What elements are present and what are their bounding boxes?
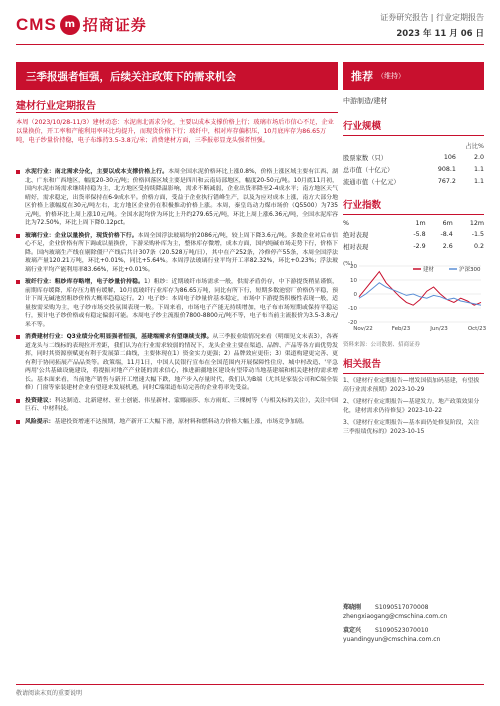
report-meta bbox=[380, 12, 484, 39]
related-reports bbox=[343, 377, 484, 436]
scale-value: 908.1 bbox=[437, 165, 456, 173]
index-row bbox=[343, 240, 484, 252]
analyst-email[interactable]: zhengxiaogang@cmschina.com.cn bbox=[343, 612, 448, 620]
index-value: -8.4 bbox=[440, 230, 453, 238]
x-tick-label: Nov/22 bbox=[353, 326, 373, 332]
scale-table bbox=[343, 139, 484, 187]
y-tick-label: -20 bbox=[348, 320, 357, 326]
body-paragraph bbox=[16, 278, 338, 329]
paragraph-lead: 风险提示： bbox=[25, 418, 55, 425]
bullet-icon bbox=[16, 234, 20, 238]
body-paragraph bbox=[16, 232, 338, 275]
chart-source: 资料来源：公司数据、招商证券 bbox=[343, 342, 421, 348]
bullet-icon bbox=[16, 420, 20, 424]
related-report-link[interactable]: 3、《建材行业定期报告—基本面仍处修复阶段，关注三季报绩优标的》2023-10-15 bbox=[343, 420, 480, 435]
scale-pct: 2.0 bbox=[473, 153, 484, 161]
legend-label: 沪深300 bbox=[459, 267, 481, 273]
report-subtitle: 建材行业定期报告 bbox=[16, 101, 96, 112]
related-report-link[interactable]: 1、《建材行业定期报告—增发国债加码基建，有望拔高行业需求预期》2023-10-29 bbox=[343, 378, 480, 393]
page-header bbox=[0, 0, 500, 48]
index-header-row bbox=[343, 218, 484, 228]
subtitle-divider bbox=[16, 112, 338, 113]
index-header-cell: % bbox=[343, 219, 349, 227]
bullet-icon bbox=[16, 170, 20, 174]
analyst-entry bbox=[343, 627, 484, 644]
summary-text: 本周（2023/10/28-11/3）建材动态：水泥南北需求分化，主要以成本支撑价格上行；玻璃市场后市信心不足，企业以量换价，开工率和产能利用率环比均提升，而现货价格下行；玻纤中，相对库存偏积压，10月底库存为86.65万吨，电子纱量价持稳，电子布维持3.5-3.8元/米；消费建材方面，三季报彰显龙头强者恒强。 bbox=[16, 119, 334, 145]
paragraph-body: 本周全国浮法玻璃均价2086元/吨，较上周下降3.6元/吨。多数企业对后市信心不足，企业价格有所下调或以量换价，下游采购补库为主，整体库存微增，成本方面，国内纯碱市场走势下行，价格下降。国内玻璃生产线在剔除僵尸产线后共计307条（20.528万吨/日），其中在产252条，冷修停产55条，本周全国浮法玻璃产量120.21万吨，环比+0.01%，同比+5.64%。本周浮法玻璃行业平均开工率82.32%，环比+0.23%；浮法玻璃行业平均产能利用率83.66%，环比+0.01%。 bbox=[25, 232, 339, 273]
analyst-email[interactable]: yuandingyun@cmschina.com.cn bbox=[343, 635, 441, 643]
analyst-id: S1090523070010 bbox=[375, 627, 429, 634]
index-heading: 行业指数 bbox=[343, 197, 484, 215]
analyst-name: 郑晓刚 bbox=[343, 604, 362, 611]
body-paragraph bbox=[16, 333, 338, 393]
related-heading: 相关报告 bbox=[343, 356, 484, 374]
index-row bbox=[343, 228, 484, 240]
rating-sub: （维持） bbox=[377, 72, 405, 80]
report-date: 2023 年 11 月 06 日 bbox=[396, 29, 484, 39]
report-category: 证券研究报告 | 行业定期报告 bbox=[380, 13, 484, 22]
scale-pct: 1.1 bbox=[473, 177, 484, 185]
paragraph-body: 1）粗纱：近期玻纤市场需求一般，供需矛盾仍存，中下游提货稍显谨慎，前期库存缓降，库存压力稍有缓解，10月底玻纤行业库存为86.65万吨，同比有所下行，短期多数池窑厂价格仍平稳，预计下周无碱池窑粗纱价格大概率趋稳运行。2）电子纱：本周电子纱量价基本稳定，市场中下游提货积极性表现一般，适量按需采购为主，电子纱市场交投氛围表现一般。下周来看，市场电子产能无持续增加，电子布市场短期或保持平稳运行，预计电子纱价格或有稳定偏弱可能。本周电子纱主流报价7800-8800元/吨不等，电子布当前主流报价为3.5-3.8元/米不等。 bbox=[25, 279, 339, 328]
legend-label: 建材 bbox=[423, 267, 435, 273]
related-report-link[interactable]: 2、《建材行业定期报告—基建发力，地产政策效果分化，建材需求仍待修复》2023-10-22 bbox=[343, 399, 480, 414]
paragraph-lead: 玻璃行业：企业以量换价，现货价格下行。 bbox=[25, 232, 138, 239]
index-label: 绝对表现 bbox=[343, 231, 369, 239]
main-content bbox=[16, 168, 338, 430]
index-label: 相对表现 bbox=[343, 243, 369, 251]
bullet-icon bbox=[16, 335, 20, 339]
scale-row bbox=[343, 151, 484, 163]
index-chart-svg bbox=[343, 258, 487, 338]
company-logo bbox=[16, 14, 147, 35]
index-value: -1.5 bbox=[471, 230, 484, 238]
index-header-cell: 12m bbox=[469, 219, 484, 227]
footer-note: 敬请阅读末页的重要说明 bbox=[16, 690, 83, 697]
y-tick-label: 20 bbox=[350, 264, 357, 270]
logo-mark-icon: m bbox=[60, 15, 80, 35]
paragraph-lead: 投资建议： bbox=[25, 397, 55, 404]
x-tick-label: Feb/23 bbox=[391, 326, 411, 332]
paragraph-lead: 水泥行业：南北需求分化，主要以成本支撑价格上行。 bbox=[25, 169, 169, 175]
scale-row bbox=[343, 163, 484, 175]
paragraph-body: 科达制造、北新建材、亚士创能、伟星新材、蒙娜丽莎、东方雨虹、三棵树等（与相关标的关注），关注中国巨石、中材科技。 bbox=[25, 397, 338, 412]
paragraph-body: 基建投资增速不达预期，地产新开工大幅下滑，原材料和燃料动力价格大幅上涨，市场竞争加剧。 bbox=[54, 418, 308, 425]
y-tick-label: -10 bbox=[348, 306, 357, 312]
logo-cms-text: CMS bbox=[16, 14, 57, 34]
scale-value: 767.2 bbox=[437, 177, 456, 185]
bullet-icon bbox=[16, 280, 20, 284]
logo-cn-text: 招商证券 bbox=[82, 16, 147, 34]
scale-label: 股票家数（只） bbox=[343, 154, 388, 162]
body-paragraph bbox=[16, 397, 338, 414]
analyst-entry bbox=[343, 604, 484, 621]
scale-value: 106 bbox=[443, 153, 456, 161]
x-tick-label: Oct/23 bbox=[467, 326, 487, 332]
header-divider bbox=[16, 44, 484, 45]
scale-pct: 1.1 bbox=[473, 165, 484, 173]
report-title: 三季报强者恒强，后续关注政策下的需求机会 bbox=[16, 62, 338, 90]
index-value: 0.2 bbox=[473, 242, 484, 250]
page-footer bbox=[16, 684, 484, 697]
paragraph-lead: 玻纤行业：粗纱库存略增，电子纱量价持稳。 bbox=[25, 279, 144, 285]
index-header-cell: 1m bbox=[415, 219, 426, 227]
rating-badge bbox=[343, 62, 484, 90]
analyst-info bbox=[343, 604, 484, 650]
bullet-icon bbox=[16, 399, 20, 403]
scale-header: 占比% bbox=[465, 142, 484, 150]
paragraph-body: 本周全国水泥价格环比上涨0.8%，价格上涨区域主要有江西、湖北、广东和广西地区，幅度20-30元/吨；价格回落区域主要是四川和云南局部地区，幅度20-50元/吨。10月底11月初，国内水泥市场需求继续持稳为主，北方地区受持续降温影响，需求不断减弱，企业出货率降至2-4成水平；南方地区天气晴好，需求稳定，出货率保持在6-9成水平。价格方面，受益于企业执行错峰生产，以及为应对成本上涨，南方大部分地区价格上涨幅度在30元/吨左右，北方地区企业仍在积极推动价格上涨。本周，秦皇岛动力煤市场价（Q5500）为735元/吨，价格环比上周上涨10元/吨。全国水泥均价为环比上升约279.65元/吨，环比上周上涨6.36元/吨，全国水泥库容比为72.50%，环比上周下降0.12pct。 bbox=[25, 169, 339, 226]
index-header-cell: 6m bbox=[442, 219, 453, 227]
index-chart bbox=[343, 258, 487, 338]
industry-label: 中游制造/建材 bbox=[343, 97, 388, 105]
paragraph-lead: 消费建材行业：Q3业绩分化明显强者恒强，基建端需求有望继续支撑。 bbox=[25, 334, 213, 340]
index-value: -5.8 bbox=[413, 230, 426, 238]
analyst-id: S1090517070008 bbox=[375, 604, 429, 611]
sidebar bbox=[343, 96, 487, 440]
scale-label: 总市值（十亿元） bbox=[343, 166, 394, 174]
x-tick-label: Jun/23 bbox=[430, 326, 448, 332]
scale-label: 流通市值（十亿元） bbox=[343, 178, 400, 186]
index-value: 2.6 bbox=[442, 242, 453, 250]
y-tick-label: 10 bbox=[350, 278, 357, 284]
index-value: -2.9 bbox=[413, 242, 426, 250]
rating-label: 推荐 bbox=[351, 70, 373, 83]
scale-row bbox=[343, 175, 484, 187]
body-paragraph bbox=[16, 168, 338, 228]
scale-heading: 行业规模 bbox=[343, 118, 484, 136]
series-line-1 bbox=[359, 272, 481, 306]
body-paragraph bbox=[16, 418, 338, 427]
paragraph-body: 从三季报业绩情况来看（明细见文末表3），各赛道龙头与二线标的表现拉开差距，我们认为在行业需求较弱的情况下，龙头企业主要在渠道、品牌、产品等各方面优势发挥，同时其资源禀赋更有利于发展第二曲线，主要体现在1）资金实力更强；2）品牌效应更佳；3）渠道构建更完善、更有利于协同拓展产品品类等。政策端，11月1日，中国人民银行宣布在全国范围内开展保障性住房、城中村改造、'平急两用'公共基础设施建设，将提振对地产产业链的需求信心，推进新疆地区建设有望带动当地基建端和相关建材的需求增长。基本面来看，当前地产销售与新开工增速大幅下跌，地产步入存量时代，我们认为B端（尤其是家装公司和C端全装修）门窗等家装建材企业有望迎来发展机遇，同时C端渠道布局完善的企业将率先受益。 bbox=[25, 334, 338, 391]
analyst-name: 袁定兴 bbox=[343, 627, 362, 634]
y-axis-unit: (%) bbox=[343, 261, 353, 267]
y-tick-label: 0 bbox=[353, 292, 357, 298]
index-table bbox=[343, 218, 484, 252]
